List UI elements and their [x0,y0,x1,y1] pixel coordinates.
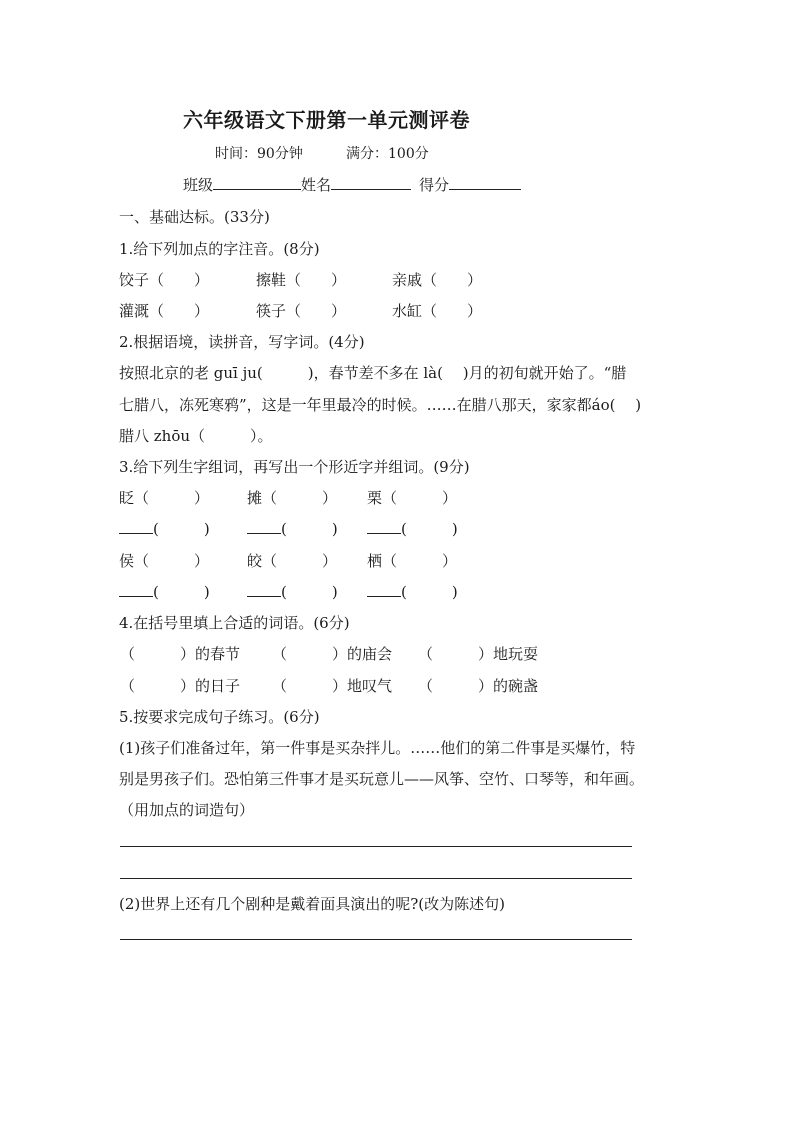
q4-item: （ ）的庙会 [272,645,393,663]
page-title: 六年级语文下册第一单元测评卷 [183,108,470,132]
q5-instruction: （用加点的词造句） [119,801,255,819]
name-label: 姓名 [301,176,332,194]
q1-item: 亲戚（ ） [392,271,483,289]
q3-item: 侯（ ） [119,552,210,570]
q3-blank-item[interactable]: ( ) [119,581,210,602]
q3-blank-item[interactable]: ( ) [119,518,210,539]
q2-passage-line: 按照北京的老 guī ju( )，春节差不多在 là( )月的初旬就开始了。“腊 [119,364,627,382]
q1-item: 水缸（ ） [392,302,483,320]
q4-item: （ ）的碗盏 [418,677,539,695]
q1-item: 筷子（ ） [256,302,347,320]
q3-item: 栗（ ） [367,489,458,507]
score-label: 得分 [419,176,450,194]
similar-char-blank[interactable] [247,582,281,597]
q5-passage-line: 别是男孩子们。恐怕第三件事才是买玩意儿——风筝、空竹、口琴等，和年画。 [119,770,645,788]
q3-blank-item[interactable]: ( ) [247,581,338,602]
question-5-heading: 5.按要求完成句子练习。(6分) [119,708,320,726]
q3-blank-item[interactable]: ( ) [367,518,458,539]
answer-line[interactable] [120,878,632,879]
similar-char-blank[interactable] [367,519,401,534]
score-blank[interactable] [449,174,521,190]
question-1-heading: 1.给下列加点的字注音。(8分) [119,240,320,258]
q1-item: 饺子（ ） [119,271,210,289]
q5-passage-line: (1)孩子们准备过年，第一件事是买杂拌儿。……他们的第二件事是买爆竹，特 [119,739,636,757]
question-4-heading: 4.在括号里填上合适的词语。(6分) [119,614,350,632]
q3-blank-item[interactable]: ( ) [367,581,458,602]
class-blank[interactable] [213,174,301,190]
q4-item: （ ）的日子 [120,677,241,695]
exam-full-score: 满分：100分 [346,146,429,162]
answer-line[interactable] [120,846,632,847]
q4-item: （ ）地叹气 [272,677,393,695]
answer-line[interactable] [120,939,632,940]
q4-item: （ ）地玩耍 [418,645,539,663]
q3-item: 眨（ ） [119,489,210,507]
q4-item: （ ）的春节 [120,645,241,663]
exam-time: 时间：90分钟 [215,146,303,162]
q5-sentence-2: (2)世界上还有几个剧种是戴着面具演出的呢?(改为陈述句) [119,895,505,913]
similar-char-blank[interactable] [119,582,153,597]
class-label: 班级 [183,176,214,194]
student-info-row [183,174,521,195]
section-heading: 一、基础达标。(33分) [119,208,270,226]
q1-item: 灌溉（ ） [119,302,210,320]
similar-char-blank[interactable] [119,519,153,534]
q1-item: 擦鞋（ ） [256,271,347,289]
q3-item: 栖（ ） [367,552,458,570]
q2-passage-line: 腊八 zhōu（ ）。 [119,427,273,445]
question-3-heading: 3.给下列生字组词，再写出一个形近字并组词。(9分) [119,458,470,476]
similar-char-blank[interactable] [247,519,281,534]
q3-item: 摊（ ） [247,489,338,507]
name-blank[interactable] [331,174,411,190]
q3-blank-item[interactable]: ( ) [247,518,338,539]
question-2-heading: 2.根据语境，读拼音，写字词。(4分) [119,333,365,351]
q3-item: 皎（ ） [247,552,338,570]
similar-char-blank[interactable] [367,582,401,597]
q2-passage-line: 七腊八，冻死寒鸦”，这是一年里最冷的时候。……在腊八那天，家家都áo( ) [119,396,642,414]
